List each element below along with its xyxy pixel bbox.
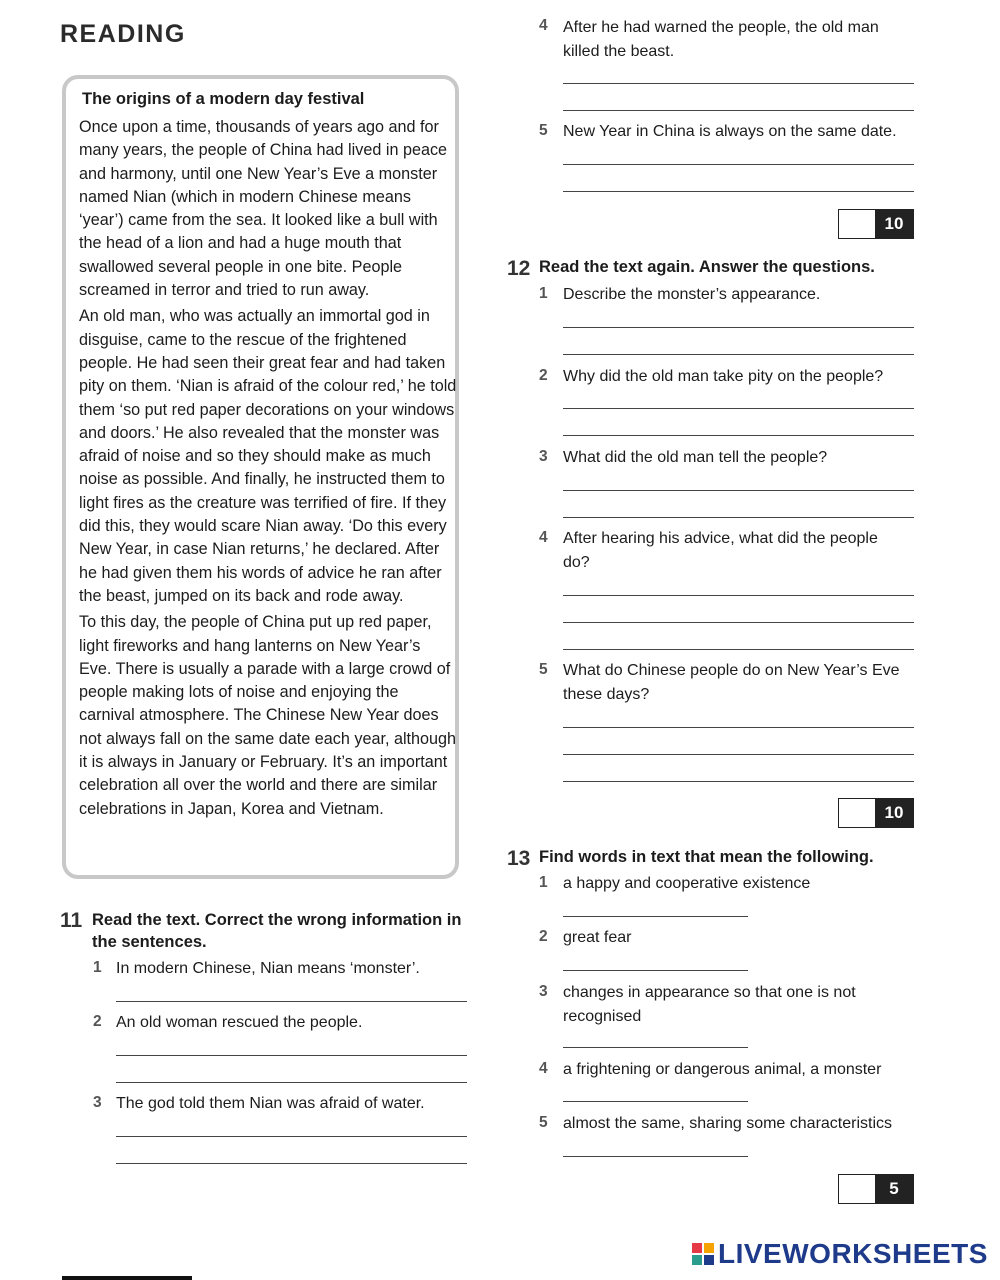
ex11-q1-number: 1	[93, 959, 102, 976]
ex11-q3-answer-line[interactable]	[116, 1163, 467, 1164]
ex11-score-value: 10	[875, 210, 913, 238]
exercise-11-number: 11	[60, 909, 83, 932]
ex12-q2-answer-line[interactable]	[563, 435, 914, 436]
ex11-score-box	[838, 209, 914, 239]
ex13-q2-text: great fear	[563, 929, 632, 946]
story-paragraph: To this day, the people of China put up red paper, light fireworks and hang lanterns on New Year’s Eve. There is usually a parade with a large crowd of people making lots of noise and enjoying the carnival atmosphere. The Chinese New Year does not always fall on the same date each year, although it is always in January or February. It’s an important celebration all over the world and there are similar celebrations in Japan, Korea and Vietnam.	[79, 613, 457, 818]
ex12-q2-number: 2	[539, 367, 548, 384]
ex11-q3-text: The god told them Nian was afraid of water.	[116, 1095, 425, 1112]
ex12-q3-number: 3	[539, 448, 548, 465]
ex13-q1-answer-line[interactable]	[563, 916, 748, 917]
ex12-q5-answer-line[interactable]	[563, 781, 914, 782]
story-paragraph: An old man, who was actually an immortal god in disguise, came to the rescue of the frightened people. He had seen their great fear and had taken pity on them. ‘Nian is afraid of the colour red,’ he told them ‘so put red paper decorations on your windows and doors.’ He also revealed that the monster was afraid of noise and so they should make as much noise as possible. And finally, he instructed them to light fires as the creature was terrified of fire. If they did this, they would scare Nian away. ‘Do this every New Year, in case Nian returns,’ he declared. After he had given them his words of advice he ran after the beast, jumped on its back and rode away.	[79, 307, 457, 605]
ex11-q4-text: After he had warned the people, the old man killed the beast.	[563, 19, 879, 60]
ex11-q5-answer-line[interactable]	[563, 191, 914, 192]
ex12-q3-answer-line[interactable]	[563, 517, 914, 518]
ex13-q4-text: a frightening or dangerous animal, a monster	[563, 1061, 882, 1078]
ex11-q1-answer-line[interactable]	[116, 1001, 467, 1002]
logo-text: LIVEWORKSHEETS	[718, 1238, 988, 1269]
ex12-score-box	[838, 798, 914, 828]
ex12-q2-text: Why did the old man take pity on the people?	[563, 368, 884, 385]
logo-square	[692, 1255, 702, 1265]
ex12-q1-answer-line[interactable]	[563, 354, 914, 355]
ex12-q5-answer-line[interactable]	[563, 727, 914, 728]
exercise-11-instruction: Read the text. Correct the wrong information in the sentences.	[92, 911, 462, 951]
liveworksheets-logo[interactable]	[692, 1238, 988, 1270]
ex13-q4-answer-line[interactable]	[563, 1101, 748, 1102]
ex12-q3-answer-line[interactable]	[563, 490, 914, 491]
ex13-q5-number: 5	[539, 1114, 548, 1131]
ex11-q2-answer-line[interactable]	[116, 1055, 467, 1056]
ex13-q1-number: 1	[539, 874, 548, 891]
ex12-q4-answer-line[interactable]	[563, 595, 914, 596]
section-heading: READING	[60, 20, 186, 48]
ex12-score-value: 10	[875, 799, 913, 827]
ex11-q4-number: 4	[539, 17, 548, 34]
exercise-12-number: 12	[507, 257, 531, 280]
story-text	[79, 116, 457, 824]
footer-bar	[62, 1276, 192, 1280]
ex13-score-box	[838, 1174, 914, 1204]
ex12-q1-number: 1	[539, 285, 548, 302]
ex12-q4-number: 4	[539, 529, 548, 546]
ex13-q4-number: 4	[539, 1060, 548, 1077]
ex13-q2-number: 2	[539, 928, 548, 945]
ex11-q3-answer-line[interactable]	[116, 1136, 467, 1137]
ex11-q2-number: 2	[93, 1013, 102, 1030]
ex13-q1-text: a happy and cooperative existence	[563, 875, 811, 892]
logo-square	[704, 1243, 714, 1253]
logo-squares-icon	[692, 1243, 714, 1265]
ex11-q2-answer-line[interactable]	[116, 1082, 467, 1083]
logo-square	[704, 1255, 714, 1265]
ex11-q4-answer-line[interactable]	[563, 83, 914, 84]
ex12-q1-answer-line[interactable]	[563, 327, 914, 328]
ex13-q3-answer-line[interactable]	[563, 1047, 748, 1048]
exercise-12-instruction: Read the text again. Answer the questions.	[539, 258, 875, 276]
ex12-q3-text: What did the old man tell the people?	[563, 449, 828, 466]
ex13-q3-text: changes in appearance so that one is not recognised	[563, 984, 856, 1025]
ex11-q5-answer-line[interactable]	[563, 164, 914, 165]
ex12-q4-answer-line[interactable]	[563, 649, 914, 650]
ex12-q2-answer-line[interactable]	[563, 408, 914, 409]
ex11-q5-text: New Year in China is always on the same date.	[563, 123, 897, 140]
ex12-q5-text: What do Chinese people do on New Year’s Eve these days?	[563, 662, 900, 703]
ex13-q5-text: almost the same, sharing some characteristics	[563, 1115, 893, 1132]
ex13-q5-answer-line[interactable]	[563, 1156, 748, 1157]
ex11-q5-number: 5	[539, 122, 548, 139]
logo-square	[692, 1243, 702, 1253]
ex12-q1-text: Describe the monster’s appearance.	[563, 286, 821, 303]
ex12-q4-answer-line[interactable]	[563, 622, 914, 623]
ex11-q3-number: 3	[93, 1094, 102, 1111]
ex12-q5-number: 5	[539, 661, 548, 678]
story-title: The origins of a modern day festival	[82, 90, 365, 108]
ex11-q4-answer-line[interactable]	[563, 110, 914, 111]
ex12-q4-text: After hearing his advice, what did the people do?	[563, 530, 878, 571]
ex12-q5-answer-line[interactable]	[563, 754, 914, 755]
ex13-q3-number: 3	[539, 983, 548, 1000]
exercise-13-instruction: Find words in text that mean the following.	[539, 848, 874, 866]
ex13-q2-answer-line[interactable]	[563, 970, 748, 971]
ex11-q1-text: In modern Chinese, Nian means ‘monster’.	[116, 960, 420, 977]
story-paragraph: Once upon a time, thousands of years ago and for many years, the people of China had lived in peace and harmony, until one New Year’s Eve a monster named Nian (which in modern Chinese means ‘year’) came from the sea. It looked like a bull with the head of a lion and had a huge mouth that swallowed several people in one bite. People screamed in terror and tried to run away.	[79, 118, 448, 300]
exercise-13-number: 13	[507, 847, 531, 870]
ex13-score-value: 5	[875, 1175, 913, 1203]
ex11-q2-text: An old woman rescued the people.	[116, 1014, 363, 1031]
